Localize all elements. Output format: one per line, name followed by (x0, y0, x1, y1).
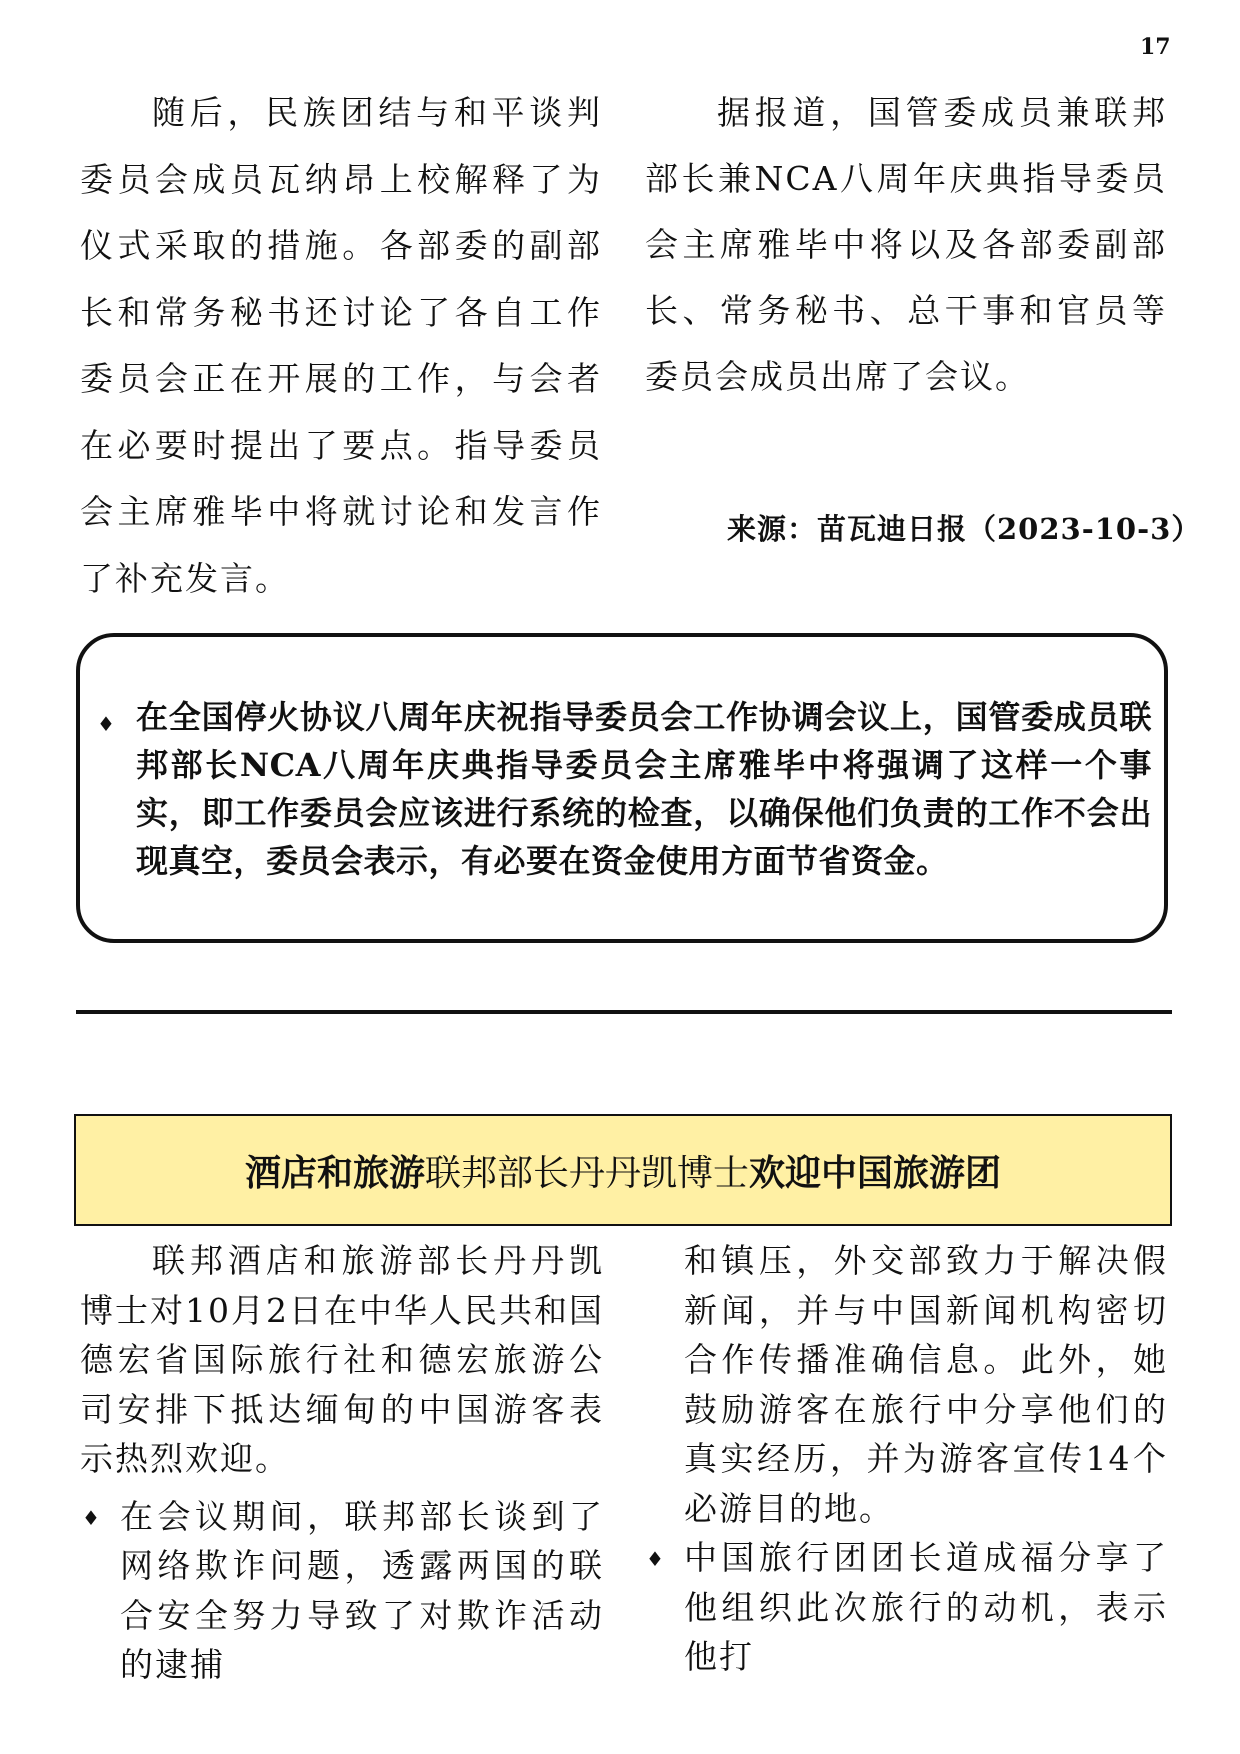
continuation-paragraph: 和镇压，外交部致力于解决假新闻，并与中国新闻机构密切合作传播准确信息。此外，她鼓励游客在旅行中分享他们的真实经历，并为游客宣传14个必游目的地。 (684, 1241, 1168, 1528)
callout-text: 在全国停火协议八周年庆祝指导委员会工作协调会议上，国管委成员联邦部长NCA八周年庆典指导委员会主席雅毕中将强调了这样一个事实，即工作委员会应该进行系统的检查，以确保他们负责的工作不会出现真空，委员会表示，有必要在资金使用方面节省资金。 (136, 698, 1152, 880)
section-divider (76, 1010, 1172, 1014)
source-citation: 来源：苗瓦迪日报（2023-10-3） (727, 512, 1202, 546)
top-left-paragraph: 随后，民族团结与和平谈判委员会成员瓦纳昂上校解释了为仪式采取的措施。各部委的副部长和常务秘书还讨论了各自工作委员会正在开展的工作，与会者在必要时提出了要点。指导委员会主席雅毕中将就讨论和发言作了补充发言。 (80, 93, 602, 598)
intro-paragraph: 联邦酒店和旅游部长丹丹凯博士对10月2日在中华人民共和国德宏省国际旅行社和德宏旅游公司安排下抵达缅甸的中国游客表示热烈欢迎。 (80, 1241, 604, 1478)
bottom-right-column (646, 1236, 1168, 1682)
headline-part-2: 联邦部长丹丹凯博士 (424, 1152, 749, 1194)
diamond-bullet-icon: ♦ (97, 712, 115, 736)
page-number: 17 (1140, 34, 1171, 60)
diamond-bullet-icon: ♦ (82, 1505, 100, 1530)
top-right-paragraph: 据报道，国管委成员兼联邦部长兼NCA八周年庆典指导委员会主席雅毕中将以及各部委副部长、常务秘书、总干事和官员等委员会成员出席了会议。 (645, 93, 1167, 396)
bullet-text: 在会议期间，联邦部长谈到了网络欺诈问题，透露两国的联合安全努力导致了对欺诈活动的逮捕 (120, 1496, 604, 1684)
article-headline (245, 1145, 1001, 1196)
list-item (80, 1492, 604, 1690)
bottom-left-column (80, 1236, 604, 1690)
list-item (644, 1533, 1168, 1682)
headline-part-3: 欢迎中国旅游团 (749, 1151, 1002, 1194)
headline-banner (74, 1114, 1172, 1226)
headline-part-1: 酒店和旅游 (244, 1151, 425, 1194)
diamond-bullet-icon: ♦ (646, 1547, 664, 1571)
bullet-text: 中国旅行团团长道成福分享了他组织此次旅行的动机，表示他打 (684, 1538, 1168, 1676)
